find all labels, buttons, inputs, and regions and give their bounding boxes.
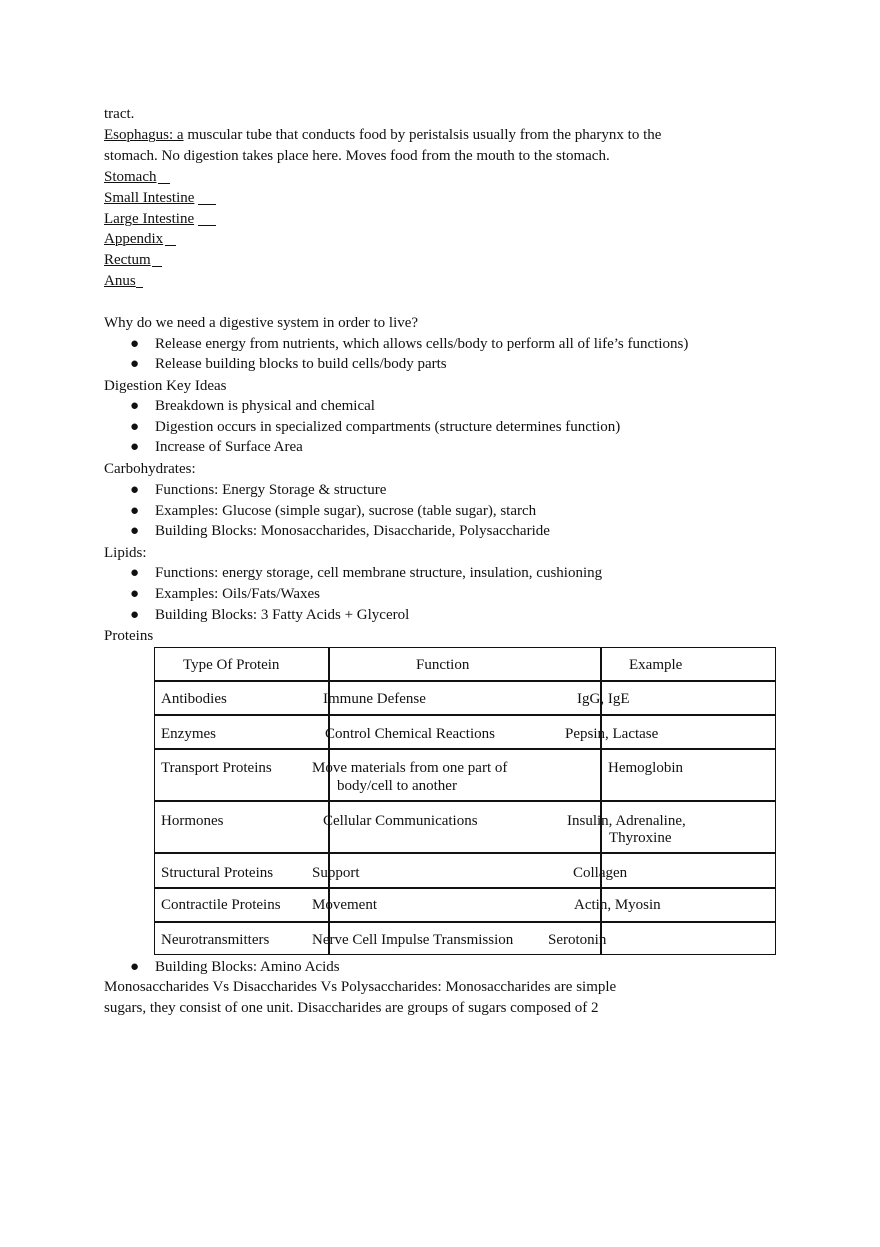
proteins-bullet: Building Blocks: Amino Acids — [155, 959, 340, 975]
proteins-heading: Proteins — [104, 628, 154, 644]
monos-paragraph-line-1: Monosaccharides Vs Disaccharides Vs Polysaccharides: Monosaccharides are simple — [104, 979, 617, 995]
protein-example-cell: Pepsin, Lactase — [565, 726, 659, 742]
esophagus-term: Esophagus: a — [104, 127, 184, 143]
protein-example-cell: Serotonin — [548, 932, 607, 948]
table-rule — [154, 800, 776, 802]
protein-example-cell: Collagen — [573, 865, 628, 881]
bullet-icon: ● — [130, 419, 140, 435]
protein-type-cell: Structural Proteins — [161, 865, 274, 881]
organ-small-intestine: Small Intestine — [104, 190, 195, 206]
table-rule — [154, 748, 776, 750]
table-rule — [154, 714, 776, 716]
protein-function-cell: Nerve Cell Impulse Transmission — [312, 932, 514, 948]
why-question: Why do we need a digestive system in order to live? — [104, 315, 419, 331]
carbs-bullet: Building Blocks: Monosaccharides, Disaccharide, Polysaccharide — [155, 523, 550, 539]
lipids-bullet: Building Blocks: 3 Fatty Acids + Glycerol — [155, 607, 410, 623]
protein-type-cell: Contractile Proteins — [161, 897, 281, 913]
bullet-icon: ● — [130, 336, 140, 352]
why-bullet: Release energy from nutrients, which allows cells/body to perform all of life’s functions) — [155, 336, 689, 352]
protein-type-cell: Transport Proteins — [161, 760, 272, 776]
protein-type-cell: Antibodies — [161, 691, 227, 707]
bullet-icon: ● — [130, 607, 140, 623]
protein-function-cell: Support — [312, 865, 360, 881]
organ-stomach: Stomach — [104, 169, 157, 185]
organ-anus: Anus — [104, 273, 136, 289]
table-rule — [154, 852, 776, 854]
table-rule — [154, 887, 776, 889]
table-rule — [154, 680, 776, 682]
carbs-bullet: Functions: Energy Storage & structure — [155, 482, 387, 498]
protein-function-cell: Control Chemical Reactions — [325, 726, 495, 742]
bullet-icon: ● — [130, 398, 140, 414]
protein-example-cell: IgG, IgE — [577, 691, 630, 707]
esophagus-definition: muscular tube that conducts food by peristalsis usually from the pharynx to the — [183, 127, 662, 143]
protein-function-cell: Immune Defense — [323, 691, 426, 707]
blank-underline — [198, 225, 216, 226]
column-header-example: Example — [629, 657, 683, 673]
key-idea-bullet: Digestion occurs in specialized compartments (structure determines function) — [155, 419, 621, 435]
why-bullet: Release building blocks to build cells/body parts — [155, 356, 447, 372]
bullet-icon: ● — [130, 356, 140, 372]
protein-type-cell: Neurotransmitters — [161, 932, 270, 948]
protein-example-cell: Thyroxine — [609, 830, 672, 846]
protein-function-cell: Move materials from one part of — [312, 760, 508, 776]
lipids-bullet: Examples: Oils/Fats/Waxes — [155, 586, 321, 602]
carbs-heading: Carbohydrates: — [104, 461, 196, 477]
bullet-icon: ● — [130, 523, 140, 539]
column-header-function: Function — [416, 657, 470, 673]
monos-paragraph-line-2: sugars, they consist of one unit. Disaccharides are groups of sugars composed of 2 — [104, 1000, 599, 1016]
blank-underline — [165, 245, 176, 246]
column-header-type: Type Of Protein — [183, 657, 280, 673]
esophagus-line-1 — [104, 125, 661, 145]
key-ideas-heading: Digestion Key Ideas — [104, 378, 227, 394]
protein-example-cell: Insulin, Adrenaline, — [567, 813, 686, 829]
key-idea-bullet: Breakdown is physical and chemical — [155, 398, 375, 414]
bullet-icon: ● — [130, 565, 140, 581]
bullet-icon: ● — [130, 503, 140, 519]
organ-large-intestine: Large Intestine — [104, 211, 195, 227]
blank-underline — [158, 183, 170, 184]
carbs-bullet: Examples: Glucose (simple sugar), sucrose (table sugar), starch — [155, 503, 537, 519]
organ-appendix: Appendix — [104, 231, 164, 247]
text-line-tract: tract. — [104, 106, 135, 122]
protein-function-cell: Movement — [312, 897, 377, 913]
blank-underline — [136, 287, 143, 288]
organ-rectum: Rectum — [104, 252, 151, 268]
bullet-icon: ● — [130, 482, 140, 498]
lipids-heading: Lipids: — [104, 545, 147, 561]
protein-type-cell: Enzymes — [161, 726, 216, 742]
blank-underline — [198, 204, 216, 205]
esophagus-line-2: stomach. No digestion takes place here. Moves food from the mouth to the stomach. — [104, 148, 610, 164]
lipids-bullet: Functions: energy storage, cell membrane structure, insulation, cushioning — [155, 565, 603, 581]
protein-type-cell: Hormones — [161, 813, 224, 829]
blank-underline — [152, 266, 162, 267]
protein-function-cell: Cellular Communications — [323, 813, 478, 829]
protein-function-cell: body/cell to another — [337, 778, 457, 794]
bullet-icon: ● — [130, 586, 140, 602]
bullet-icon: ● — [130, 959, 140, 975]
protein-example-cell: Actin, Myosin — [574, 897, 661, 913]
protein-example-cell: Hemoglobin — [608, 760, 683, 776]
bullet-icon: ● — [130, 439, 140, 455]
table-rule — [154, 921, 776, 923]
key-idea-bullet: Increase of Surface Area — [155, 439, 303, 455]
